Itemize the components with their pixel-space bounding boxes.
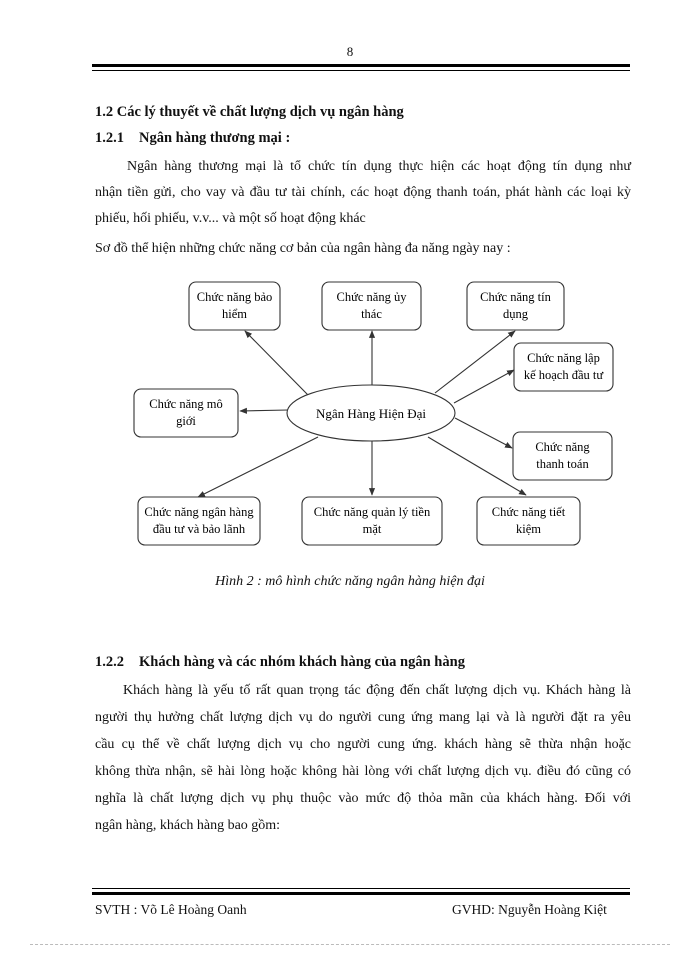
diagram-node-dau-tu-bao-lanh [138,497,260,545]
paragraph-customers [95,677,631,839]
page-number: 8 [346,44,354,59]
diagram-node-tiet-kiem [477,497,580,545]
arrow-bao-hiem [245,331,308,395]
paragraph-line: Khách hàng là yếu tố rất quan trọng tác động đến chất lượng dịch vụ. Khách hàng là [123,683,631,698]
arrow-lap-ke-hoach [454,370,514,403]
node-label: Chức năng mô [149,397,223,411]
node-label: giới [176,414,196,428]
arrow-dau-tu-bao-lanh [198,437,318,497]
arrow-tin-dung [435,331,515,393]
paragraph-line: nhận tiền gửi, cho vay và đầu tư tài chính, các hoạt động thanh toán, phát hành các loại kỳ [95,185,631,200]
node-label: Chức năng lập [527,351,600,365]
node-label: dụng [503,307,528,321]
footer-student: SVTH : Võ Lê Hoàng Oanh [95,902,247,917]
footer-advisor: GVHD: Nguyễn Hoàng Kiệt [452,902,607,917]
node-label: Chức năng ngân hàng [144,505,254,519]
node-label: kiệm [516,522,541,536]
paragraph-line: không thừa nhận, sẽ hài lòng hoặc không hài lòng với chất lượng dịch vụ. điều đó cũng có [95,764,631,779]
paragraph-line: nghĩa là chất lượng dịch vụ phụ thuộc vào mức độ thỏa mãn của khách hàng. Đối với [95,791,631,806]
node-label: Chức năng [535,440,590,454]
node-label: Chức năng quản lý tiền [313,505,431,519]
page-bottom-divider [30,944,670,945]
node-label: thanh toán [536,457,589,471]
paragraph-line: phiếu, hối phiếu, v.v... và một số hoạt động khác [95,211,366,226]
diagram-node-moi-gioi [134,389,238,437]
diagram-node-lap-ke-hoach [514,343,613,391]
node-label: kế hoạch đầu tư [523,368,604,382]
diagram-node-uy-thac [322,282,421,330]
arrow-tiet-kiem [428,437,526,495]
node-label: Chức năng ủy [336,290,407,304]
paragraph-line: ngân hàng, khách hàng bao gồm: [95,818,281,833]
subsection-heading-2 [95,654,465,671]
arrow-thanh-toan [455,418,512,448]
node-label: Chức năng bảo [196,290,273,304]
subsection-title: Ngân hàng thương mại : [139,130,291,146]
footer-rule-thin [92,888,630,889]
node-label: thác [361,307,382,321]
diagram-node-quan-ly-tien-mat [302,497,442,545]
node-label: đầu tư và bảo lãnh [152,522,246,536]
diagram-node-thanh-toan [513,432,612,480]
center-label: Ngân Hàng Hiện Đại [315,406,427,421]
node-label: Chức năng tín [480,290,551,304]
paragraph-line: cầu cụ thể về chất lượng dịch vụ cho người cung ứng. khách hàng sẽ thừa nhận hoặc [95,737,631,752]
diagram-node-bao-hiem [189,282,280,330]
subsection-number: 1.2.2 [95,654,124,670]
section-title: 1.2 Các lý thuyết về chất lượng dịch vụ ngân hàng [95,104,404,120]
node-label: hiểm [222,307,247,321]
paragraph-line: Ngân hàng thương mại là tổ chức tín dụng thực hiện các hoạt động tín dụng như [127,159,631,174]
diagram-node-tin-dung [467,282,564,330]
subsection-title: Khách hàng và các nhóm khách hàng của ngân hàng [139,654,465,670]
diagram-intro-text: Sơ đồ thể hiện những chức năng cơ bản của ngân hàng đa năng ngày nay : [95,241,511,256]
footer-rule-thick [92,892,630,895]
paragraph-line: người thụ hưởng chất lượng dịch vụ do người cung ứng mang lại và là người đặt ra yêu [95,710,631,725]
figure-caption: Hình 2 : mô hình chức năng ngân hàng hiện đại [215,574,485,589]
node-label: mặt [362,522,382,536]
node-label: Chức năng tiết [491,505,566,519]
subsection-number: 1.2.1 [95,130,124,146]
arrow-moi-gioi [240,410,288,411]
